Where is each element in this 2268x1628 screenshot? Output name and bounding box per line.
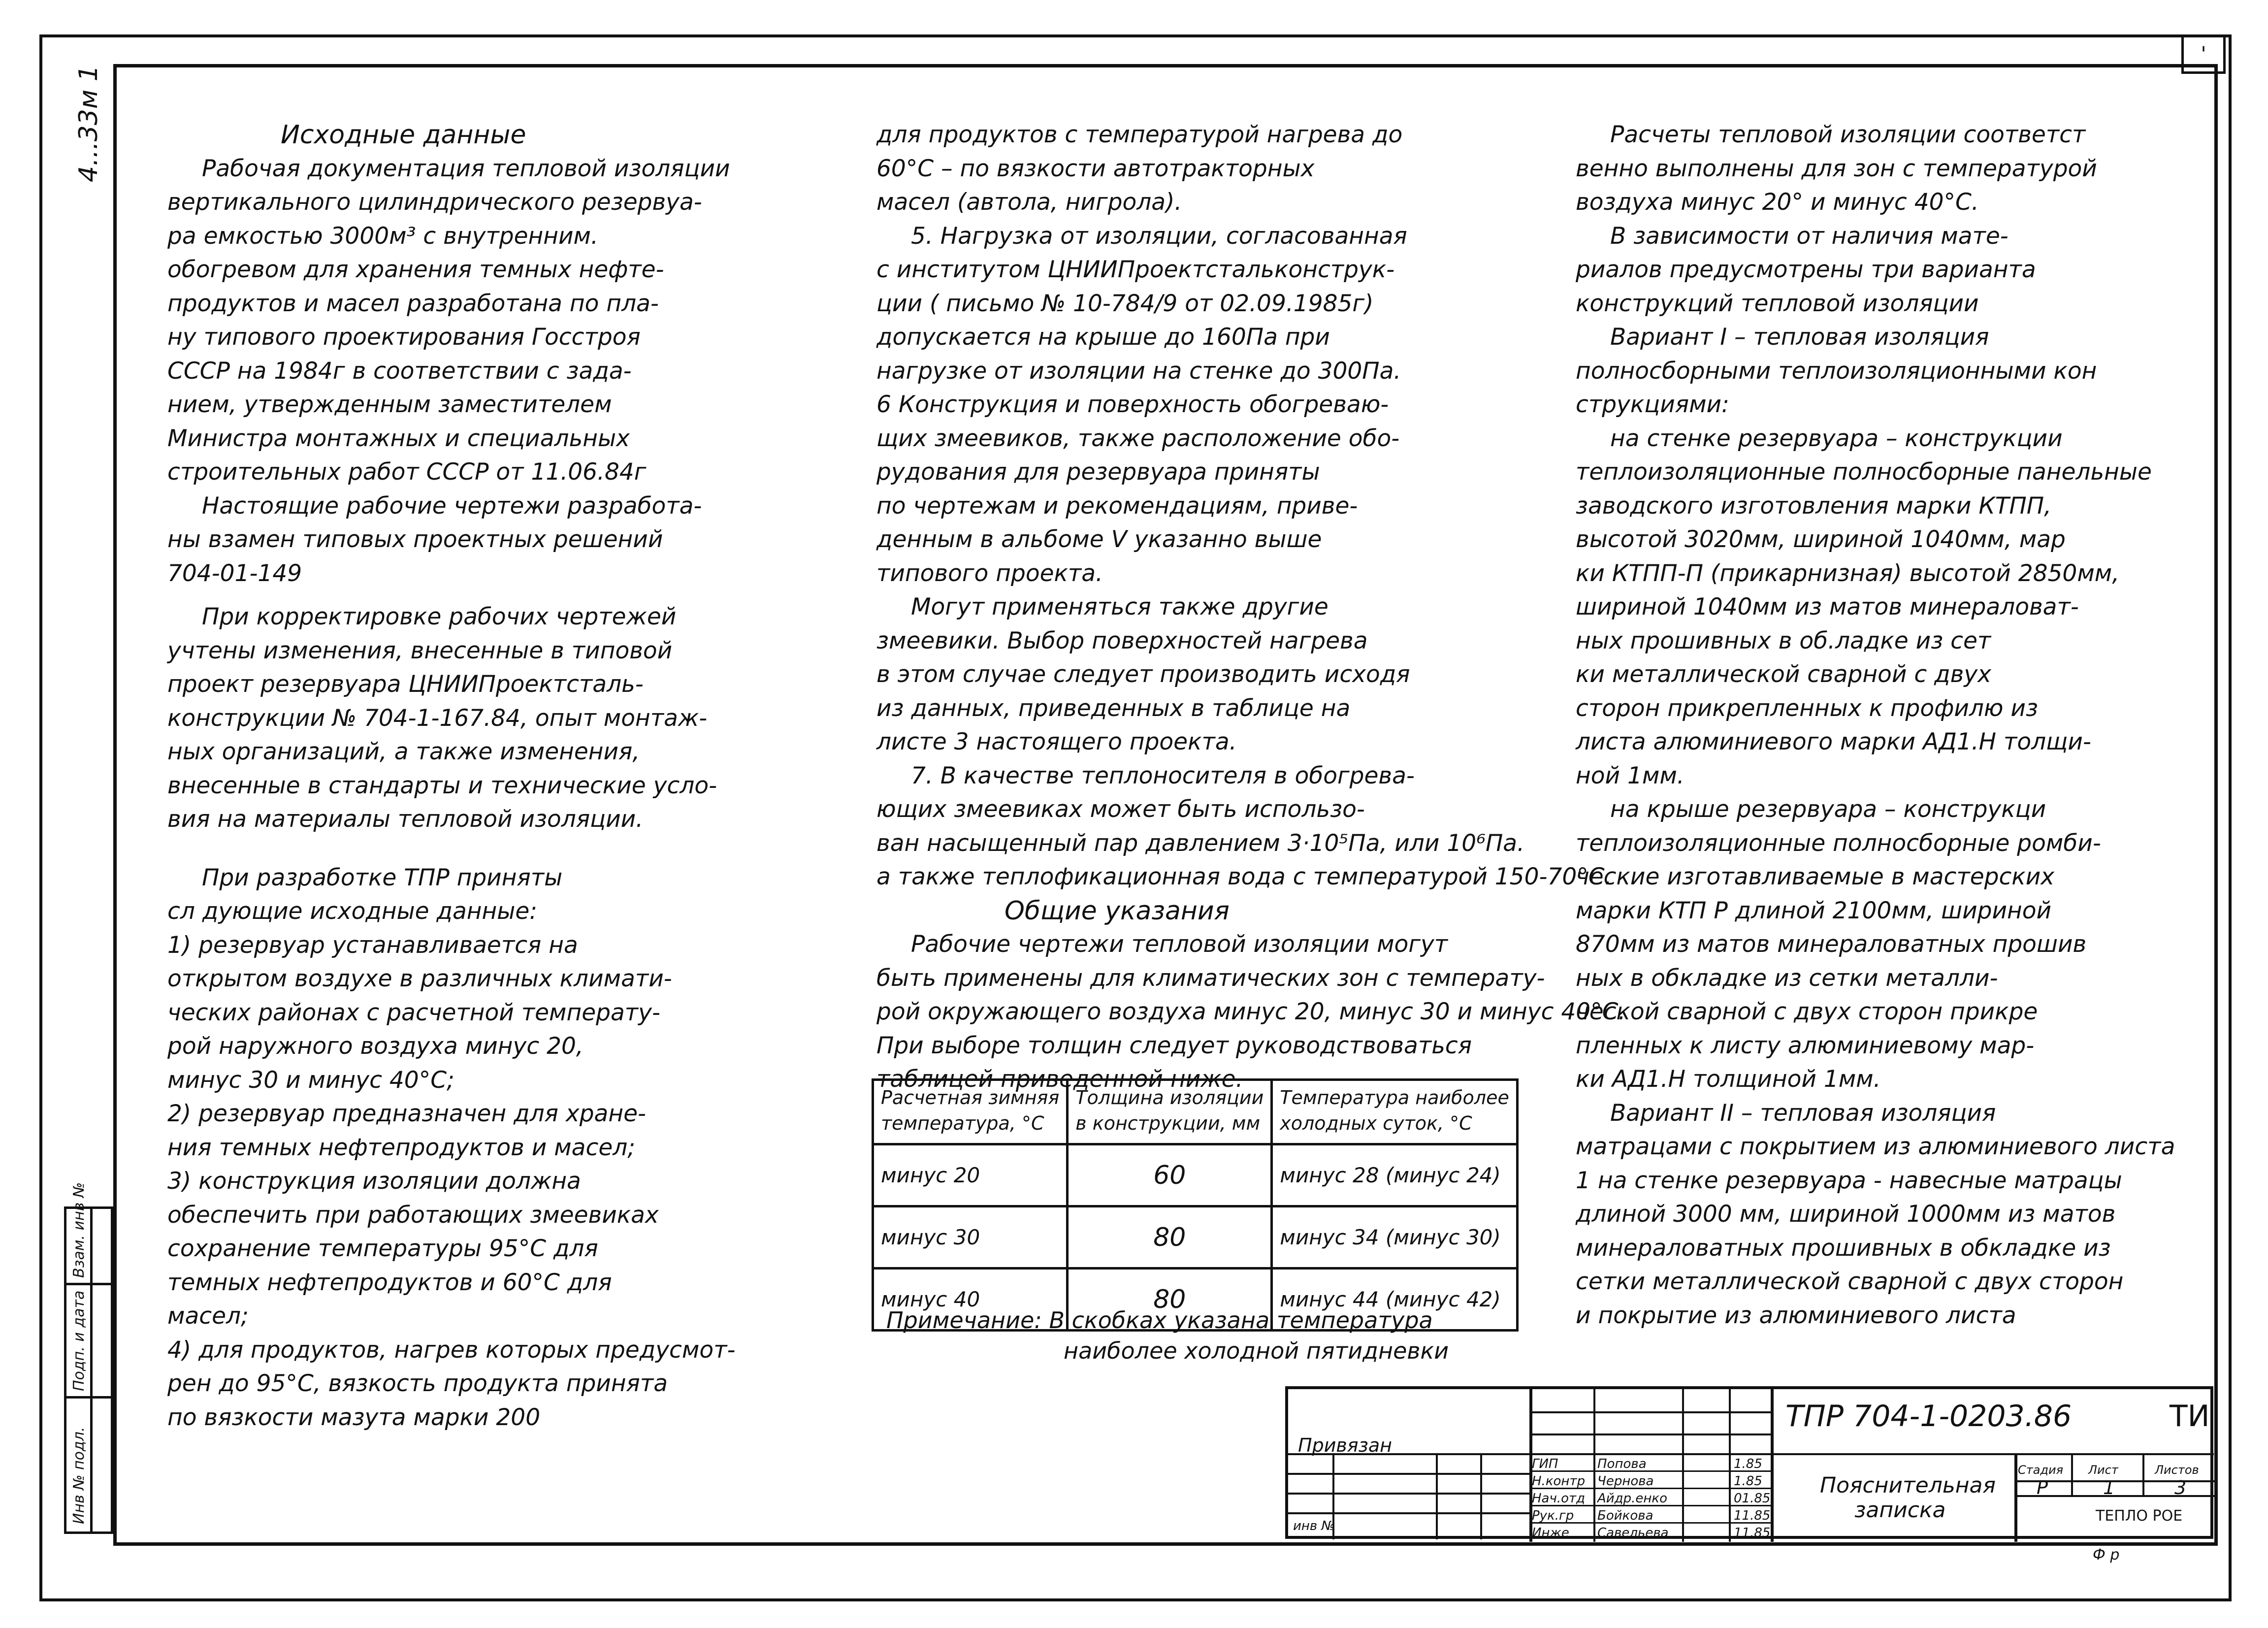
text-line: высотой 3020мм, шириной 1040мм, мар	[1576, 526, 2066, 553]
text-line: допускается на крыше до 160Па при	[876, 324, 1330, 351]
table-header-row	[873, 1080, 1518, 1144]
text-line: теплоизоляционные полносборные панельные	[1576, 458, 2152, 486]
text-line: на стенке резервуара – конструкции	[1610, 424, 2063, 452]
text-line: Расчеты тепловой изоляции соответст	[1610, 121, 2086, 148]
sign-date: 1.85	[1734, 1457, 1762, 1471]
text-line: учтены изменения, внесенные в типовой	[167, 637, 673, 664]
text-line: ческой сварной с двух сторон прикре	[1576, 998, 2038, 1025]
document-title: Пояснительная	[1820, 1473, 1996, 1498]
text-line: 1) резервуар устанавливается на	[167, 931, 578, 959]
table-cell: 60	[1068, 1144, 1272, 1206]
side-code: 4...33м 1	[74, 65, 103, 182]
text-line: строительных работ СССР от 11.06.84г	[167, 458, 647, 486]
text-line: денным в альбоме V указанно выше	[876, 526, 1322, 553]
sheet-label: Лист	[2088, 1463, 2118, 1477]
sign-date: 01.85	[1734, 1491, 1771, 1506]
text-line: ции ( письмо № 10-784/9 от 02.09.1985г)	[876, 290, 1374, 317]
text-line: 4) для продуктов, нагрев которых предусмот-	[167, 1336, 736, 1364]
text-line: по чертежам и рекомендациям, приве-	[876, 492, 1358, 520]
organization: ТЕПЛО РОЕ	[2096, 1507, 2183, 1525]
table-header: Толщина изоляции в конструкции, мм	[1068, 1080, 1272, 1144]
column-1	[167, 118, 817, 1434]
document-code: ТПР 704-1-0203.86	[1785, 1399, 2072, 1433]
text-line: листе 3 настоящего проекта.	[876, 728, 1237, 755]
text-line: типового проекта.	[876, 559, 1103, 587]
text-line: вия на материалы тепловой изоляции.	[167, 806, 644, 833]
text-line: по вязкости мазута марки 200	[167, 1403, 541, 1431]
text-line: Рабочие чертежи тепловой изоляции могут	[911, 931, 1448, 958]
text-line: теплоизоляционные полносборные ромби-	[1576, 829, 2101, 857]
table-cell: минус 34 (минус 30)	[1272, 1206, 1518, 1269]
text-line: ван насыщенный пар давлением 3·10⁵Па, или 10⁶Па.	[876, 829, 1525, 857]
table-cell: минус 28 (минус 24)	[1272, 1144, 1518, 1206]
text-line: ки КТПП-П (прикарнизная) высотой 2850мм,	[1576, 559, 2120, 587]
text-line: Министра монтажных и специальных	[167, 424, 630, 452]
table-cell: минус 30	[873, 1206, 1068, 1269]
sign-date: 11.85	[1734, 1508, 1771, 1523]
text-line: обогревом для хранения темных нефте-	[167, 256, 664, 283]
text-line: а также теплофикационная вода с температурой 150-70°С.	[876, 863, 1612, 890]
below-stamp-mark: Ф р	[2093, 1546, 2120, 1563]
table-cell: минус 20	[873, 1144, 1068, 1206]
text-line: матрацами с покрытием из алюминиевого листа	[1576, 1133, 2175, 1160]
table-header: Температура наиболее холодных суток, °С	[1272, 1080, 1518, 1144]
text-line: для продуктов с температурой нагрева до	[876, 121, 1403, 148]
table-header: Расчетная зимняя температура, °С	[873, 1080, 1068, 1144]
signer-name: Чернова	[1597, 1474, 1654, 1489]
table-note: Примечание: В скобках указана температура наиболее холодной пятидневки	[886, 1307, 1449, 1364]
text-line: змеевики. Выбор поверхностей нагрева	[876, 627, 1368, 654]
text-line: марки КТП Р длиной 2100мм, шириной	[1576, 897, 2052, 924]
text-line: минераловатных прошивных в обкладке из	[1576, 1234, 2111, 1262]
text-line: сл дующие исходные данные:	[167, 898, 538, 925]
text-line: темных нефтепродуктов и 60°С для	[167, 1269, 612, 1296]
text-line: ния темных нефтепродуктов и масел;	[167, 1134, 636, 1161]
text-line: 60°С – по вязкости автотракторных	[876, 155, 1315, 182]
text-line: минус 30 и минус 40°С;	[167, 1066, 454, 1094]
text-line: полносборными теплоизоляционными кон	[1576, 357, 2097, 385]
text-line: из данных, приведенных в таблице на	[876, 694, 1351, 722]
text-line: 704-01-149	[167, 559, 302, 587]
column-3	[1576, 118, 2211, 1333]
sheets-label: Листов	[2155, 1463, 2199, 1477]
side-stamp-label: Инв № подл.	[70, 1427, 88, 1524]
side-stamp-label: Подп. и дата	[70, 1290, 88, 1391]
text-line: сторон прикрепленных к профилю из	[1576, 694, 2038, 722]
text-line: быть применены для климатических зон с температу-	[876, 964, 1545, 992]
text-line: Могут применяться также другие	[911, 593, 1328, 620]
table-cell: 80	[1068, 1269, 1272, 1331]
insulation-table	[872, 1078, 1519, 1332]
text-line: нием, утвержденным заместителем	[167, 391, 612, 418]
text-line: Настоящие рабочие чертежи разработа-	[202, 492, 702, 520]
text-line: конструкции № 704-1-167.84, опыт монтаж-	[167, 704, 708, 732]
sheet-value: 1	[2103, 1477, 2115, 1498]
text-line: 7. В качестве теплоносителя в обогрева-	[911, 762, 1415, 789]
text-line: Вариант II – тепловая изоляция	[1610, 1099, 1996, 1127]
role-label: ГИП	[1532, 1457, 1558, 1471]
side-stamp-label: Взам. инв №	[70, 1182, 88, 1278]
text-line: ных прошивных в об.ладке из сет	[1576, 627, 1991, 654]
document-title: записка	[1854, 1498, 1946, 1523]
text-line: венно выполнены для зон с температурой	[1576, 155, 2097, 182]
table-cell: 80	[1068, 1206, 1272, 1269]
text-line: ной 1мм.	[1576, 762, 1685, 789]
text-line: 5. Нагрузка от изоляции, согласованная	[911, 222, 1407, 250]
stage-label: Стадия	[2018, 1463, 2064, 1477]
stage-value: Р	[2037, 1477, 2048, 1498]
text-line: При выборе толщин следует руководствоваться	[876, 1032, 1472, 1059]
section-title: Исходные данные	[281, 120, 526, 150]
text-line: щих змеевиков, также расположение обо-	[876, 424, 1400, 452]
inv-label: инв №	[1293, 1519, 1335, 1533]
text-line: 1 на стенке резервуара - навесные матрацы	[1576, 1167, 2122, 1194]
table-row	[873, 1206, 1518, 1269]
signer-name: Айдр.енко	[1597, 1491, 1668, 1506]
text-line: Вариант I – тепловая изоляция	[1610, 324, 1989, 351]
text-line: струкциями:	[1576, 391, 1729, 418]
text-line: ческие изготавливаемые в мастерских	[1576, 863, 2055, 890]
text-line: с институтом ЦНИИПроектстальконструк-	[876, 256, 1395, 283]
sheet-mark: ТИ	[2170, 1399, 2210, 1433]
role-label: Рук.гр	[1532, 1508, 1574, 1523]
text-line: СССР на 1984г в соответствии с зада-	[167, 357, 632, 385]
corner-mark: '	[2181, 34, 2226, 74]
text-line: заводского изготовления марки КТПП,	[1576, 492, 2052, 520]
text-line: 2) резервуар предназначен для хране-	[167, 1100, 646, 1127]
text-line: рудования для резервуара приняты	[876, 458, 1320, 486]
column-2	[876, 118, 1626, 1097]
text-line: рен до 95°С, вязкость продукта принята	[167, 1370, 668, 1397]
text-line: 870мм из матов минераловатных прошив	[1576, 931, 2087, 958]
table-row	[873, 1144, 1518, 1206]
text-line: масел;	[167, 1302, 249, 1330]
signer-name: Савельева	[1597, 1526, 1669, 1540]
privyazan-label: Привязан	[1298, 1434, 1392, 1456]
text-line: в этом случае следует производить исходя	[876, 661, 1410, 688]
text-line: В зависимости от наличия мате-	[1610, 222, 2009, 250]
text-line: нагрузке от изоляции на стенке до 300Па.	[876, 357, 1401, 385]
text-line: листа алюминиевого марки АД1.Н толщи-	[1576, 728, 2091, 755]
text-line: сетки металлической сварной с двух сторон	[1576, 1268, 2124, 1295]
text-line: проект резервуара ЦНИИПроектсталь-	[167, 671, 644, 698]
role-label: Инже	[1532, 1526, 1569, 1540]
text-line: ных организаций, а также изменения,	[167, 738, 640, 765]
text-line: 6 Конструкция и поверхность обогреваю-	[876, 391, 1389, 418]
text-line: пленных к листу алюминиевому мар-	[1576, 1032, 2035, 1059]
text-line: При разработке ТПР приняты	[202, 864, 563, 891]
sign-date: 1.85	[1734, 1474, 1762, 1489]
table-cell: минус 44 (минус 42)	[1272, 1269, 1518, 1331]
role-label: Н.контр	[1532, 1474, 1586, 1489]
text-line: ющих змеевиках может быть использо-	[876, 796, 1365, 823]
text-line: обеспечить при работающих змеевиках	[167, 1201, 659, 1229]
text-line: 3) конструкция изоляции должна	[167, 1168, 581, 1195]
text-line: ра емкостью 3000м³ с внутренним.	[167, 222, 598, 250]
text-line: открытом воздухе в различных климати-	[167, 965, 672, 992]
text-line: воздуха минус 20° и минус 40°С.	[1576, 189, 1979, 216]
sheets-value: 3	[2174, 1477, 2187, 1498]
text-line: рой окружающего воздуха минус 20, минус 30 и минус 40°С.	[876, 998, 1626, 1025]
table-cell: минус 40	[873, 1269, 1068, 1331]
text-line: внесенные в стандарты и технические усло-	[167, 772, 717, 799]
text-line: конструкций тепловой изоляции	[1576, 290, 1979, 317]
signer-name: Попова	[1597, 1457, 1647, 1471]
text-line: длиной 3000 мм, шириной 1000мм из матов	[1576, 1201, 2116, 1228]
text-line: вертикального цилиндрического резервуа-	[167, 189, 702, 216]
text-line: сохранение температуры 95°С для	[167, 1235, 598, 1262]
sign-date: 11.85	[1734, 1526, 1771, 1540]
text-line: ны взамен типовых проектных решений	[167, 526, 663, 553]
section-title: Общие указания	[1004, 896, 1230, 926]
text-line: ки АД1.Н толщиной 1мм.	[1576, 1066, 1881, 1093]
side-stamp	[64, 1182, 113, 1534]
text-line: рой наружного воздуха минус 20,	[167, 1033, 583, 1060]
text-line: ну типового проектирования Госстроя	[167, 324, 641, 351]
text-line: продуктов и масел разработана по пла-	[167, 290, 659, 317]
text-line: Рабочая документация тепловой изоляции	[202, 155, 730, 182]
text-line: ных в обкладке из сетки металли-	[1576, 964, 1998, 992]
text-line: При корректировке рабочих чертежей	[202, 603, 677, 630]
text-line: и покрытие из алюминиевого листа	[1576, 1302, 2016, 1329]
text-line: ки металлической сварной с двух	[1576, 661, 1991, 688]
role-label: Нач.отд	[1532, 1491, 1586, 1506]
text-line: масел (автола, нигрола).	[876, 189, 1182, 216]
text-line: риалов предусмотрены три варианта	[1576, 256, 2036, 283]
text-line: на крыше резервуара – конструкци	[1610, 796, 2046, 823]
signer-name: Бойкова	[1597, 1508, 1653, 1523]
text-line: ческих районах с расчетной температу-	[167, 999, 660, 1026]
text-line: таблицей приведенной ниже.	[876, 1066, 1243, 1093]
title-block	[1285, 1386, 2213, 1539]
text-line: шириной 1040мм из матов минераловат-	[1576, 593, 2079, 620]
